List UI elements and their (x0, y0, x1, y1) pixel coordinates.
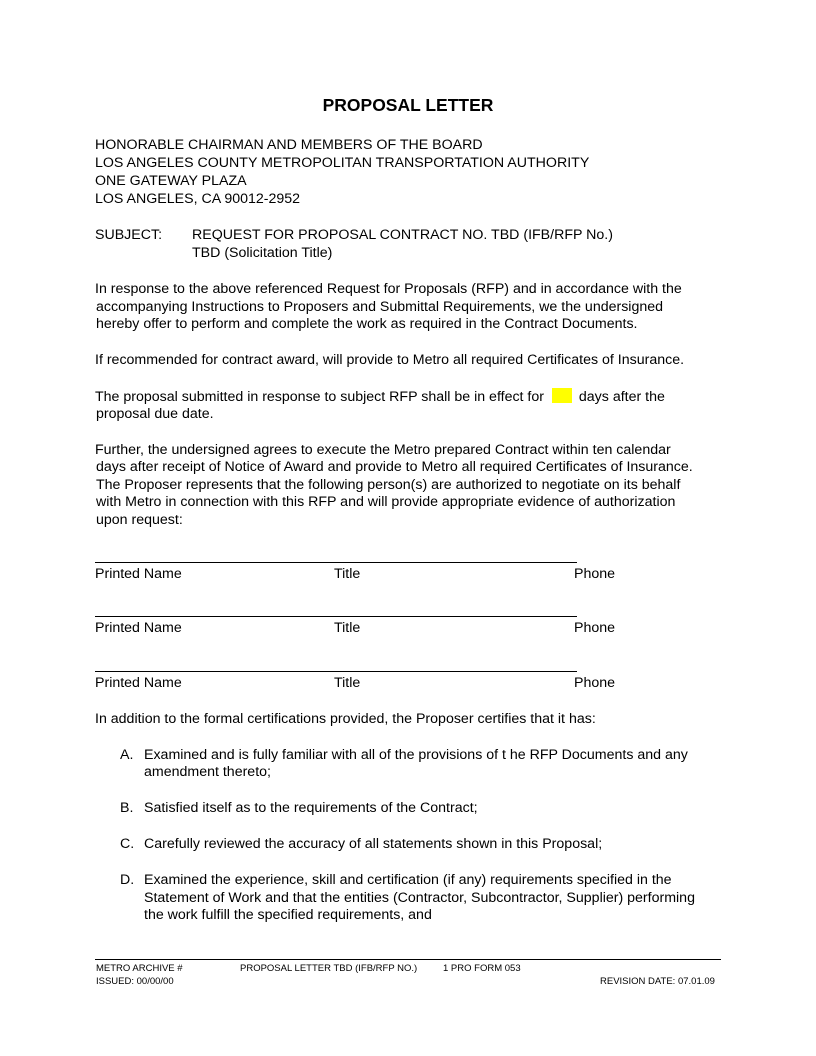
footer-doc: PROPOSAL LETTER TBD (IFB/RFP NO.) (240, 963, 418, 974)
address-line-1: HONORABLE CHAIRMAN AND MEMBERS OF THE BOARD (95, 137, 483, 153)
footer-rule (95, 959, 721, 960)
footer-revision: REVISION DATE: 07.01.09 (600, 976, 715, 987)
printed-name-label-1: Printed Name (95, 566, 182, 582)
address-line-4: LOS ANGELES, CA 90012-2952 (95, 191, 301, 207)
footer-issued: ISSUED: 00/00/00 (96, 976, 174, 987)
phone-label-3: Phone (574, 675, 616, 691)
title-label-1: Title (334, 566, 361, 582)
para3-before: The proposal submitted in response to subject RFP shall be in effect for (95, 389, 544, 405)
para4-line-2: days after receipt of Notice of Award and provide to Metro all required Certificates of Insurance. (96, 459, 693, 475)
para4-line-5: upon request: (96, 512, 183, 528)
item-a-line-2: amendment thereto; (144, 764, 271, 780)
printed-name-label-3: Printed Name (95, 675, 182, 691)
item-a-line-1: Examined and is fully familiar with all of the provisions of t he RFP Documents and any (144, 747, 688, 763)
address-line-3: ONE GATEWAY PLAZA (95, 173, 247, 189)
item-b-line-1: Satisfied itself as to the requirements of the Contract; (144, 800, 478, 816)
footer-archive: METRO ARCHIVE # (96, 963, 183, 974)
signature-line-1[interactable] (95, 562, 577, 563)
page-title: PROPOSAL LETTER (322, 95, 494, 115)
subject-line-1: REQUEST FOR PROPOSAL CONTRACT NO. TBD (IFB/RFP No.) (192, 227, 613, 243)
item-d-line-2: Statement of Work and that the entities (Contractor, Subcontractor, Supplier) performing (144, 890, 695, 906)
item-d-letter: D. (120, 872, 135, 888)
para4-line-4: with Metro in connection with this RFP and will provide appropriate evidence of authorization (96, 494, 676, 510)
para4-line-1: Further, the undersigned agrees to execute the Metro prepared Contract within ten calendar (95, 442, 671, 458)
subject-line-2: TBD (Solicitation Title) (192, 245, 333, 261)
para3-after: days after the (578, 389, 665, 405)
phone-label-1: Phone (574, 566, 616, 582)
phone-label-2: Phone (574, 620, 616, 636)
title-label-3: Title (334, 675, 361, 691)
subject-label: SUBJECT: (95, 227, 163, 243)
certifies-intro: In addition to the formal certifications provided, the Proposer certifies that it has: (95, 711, 596, 727)
item-b-letter: B. (120, 800, 134, 816)
item-a-letter: A. (120, 747, 134, 763)
days-highlight-field[interactable] (552, 388, 572, 403)
title-label-2: Title (334, 620, 361, 636)
para1-line-1: In response to the above referenced Request for Proposals (RFP) and in accordance with the (95, 281, 682, 297)
footer-form: 1 PRO FORM 053 (443, 963, 521, 974)
para1-line-2: accompanying Instructions to Proposers and Submittal Requirements, we the undersigned (96, 299, 664, 315)
item-d-line-3: the work fulfill the specified requirements, and (144, 907, 432, 923)
printed-name-label-2: Printed Name (95, 620, 182, 636)
para2: If recommended for contract award, will provide to Metro all required Certificates of Insurance. (95, 352, 685, 368)
signature-line-3[interactable] (95, 671, 577, 672)
para3-line-2: proposal due date. (96, 406, 214, 422)
para3-line-1 (95, 388, 665, 407)
item-c-letter: C. (120, 836, 135, 852)
item-c-line-1: Carefully reviewed the accuracy of all statements shown in this Proposal; (144, 836, 603, 852)
address-line-2: LOS ANGELES COUNTY METROPOLITAN TRANSPORTATION AUTHORITY (95, 155, 590, 171)
signature-line-2[interactable] (95, 616, 577, 617)
para4-line-3: The Proposer represents that the following person(s) are authorized to negotiate on its behalf (96, 477, 681, 493)
item-d-line-1: Examined the experience, skill and certification (if any) requirements specified in the (144, 872, 672, 888)
para1-line-3: hereby offer to perform and complete the work as required in the Contract Documents. (96, 316, 638, 332)
